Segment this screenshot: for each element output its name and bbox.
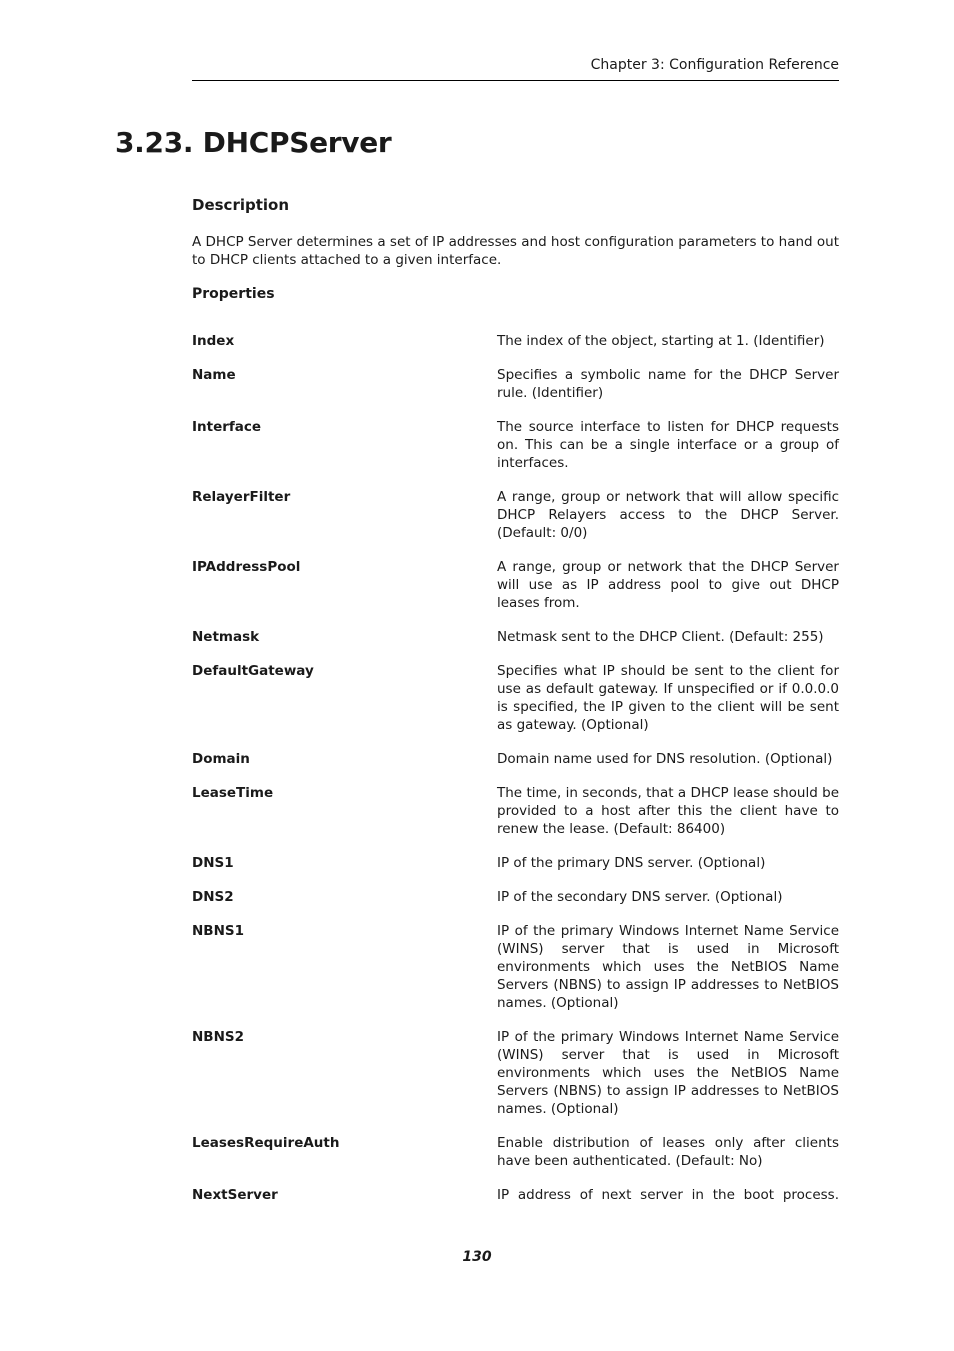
property-name: Index: [192, 333, 235, 349]
property-description: Specifies what IP should be sent to the client for use as default gateway. If unspecified or if 0.0.0.0 is specified, the IP given to the client will be sent as gateway. (Optional): [497, 663, 839, 733]
property-name: NBNS1: [192, 923, 245, 939]
section-title: 3.23. DHCPServer: [115, 126, 392, 159]
property-name: IPAddressPool: [192, 559, 301, 575]
property-description: A range, group or network that will allow specific DHCP Relayers access to the DHCP Server. (Default: 0/0): [497, 489, 839, 541]
property-row-netmask: [192, 628, 839, 646]
property-name: Netmask: [192, 629, 260, 645]
property-name: DNS1: [192, 855, 234, 871]
page-number: 130: [462, 1249, 492, 1265]
property-row-nextserver: [192, 1186, 839, 1204]
property-row-leasesrequireauth: [192, 1134, 839, 1170]
property-description: IP of the primary DNS server. (Optional): [497, 855, 766, 871]
property-name: NextServer: [192, 1187, 278, 1203]
properties-list: [192, 332, 839, 1220]
property-description: IP of the secondary DNS server. (Optional): [497, 889, 783, 905]
property-name: DNS2: [192, 889, 234, 905]
properties-heading: Properties: [192, 286, 275, 302]
property-description: Netmask sent to the DHCP Client. (Default: 255): [497, 629, 824, 645]
property-name: NBNS2: [192, 1029, 245, 1045]
description-heading: Description: [192, 196, 290, 214]
property-row-domain: [192, 750, 839, 768]
property-row-ipaddresspool: [192, 558, 839, 612]
property-name: LeaseTime: [192, 785, 274, 801]
property-name: Name: [192, 367, 236, 383]
property-row-nbns2: [192, 1028, 839, 1118]
property-row-nbns1: [192, 922, 839, 1012]
property-row-leasetime: [192, 784, 839, 838]
property-name: LeasesRequireAuth: [192, 1135, 340, 1151]
property-description: IP address of next server in the boot process.: [497, 1187, 839, 1203]
running-header: Chapter 3: Configuration Reference: [590, 57, 839, 73]
property-row-relayerfilter: [192, 488, 839, 542]
property-name: DefaultGateway: [192, 663, 314, 679]
property-description: The source interface to listen for DHCP requests on. This can be a single interface or a group of interfaces.: [497, 419, 839, 471]
description-text: A DHCP Server determines a set of IP addresses and host configuration parameters to hand out to DHCP clients attached to a given interface.: [192, 234, 839, 268]
property-description: A range, group or network that the DHCP Server will use as IP address pool to give out DHCP leases from.: [497, 559, 839, 611]
property-name: Domain: [192, 751, 250, 767]
property-description: The time, in seconds, that a DHCP lease should be provided to a host after this the client have to renew the lease. (Default: 86400): [497, 785, 839, 837]
property-description: Specifies a symbolic name for the DHCP Server rule. (Identifier): [497, 367, 839, 401]
property-row-defaultgateway: [192, 662, 839, 734]
header-divider: [192, 80, 839, 81]
property-row-dns1: [192, 854, 839, 872]
property-row-name: [192, 366, 839, 402]
property-name: RelayerFilter: [192, 489, 291, 505]
property-description: Enable distribution of leases only after clients have been authenticated. (Default: No): [497, 1135, 839, 1169]
property-row-interface: [192, 418, 839, 472]
property-description: IP of the primary Windows Internet Name Service (WINS) server that is used in Microsoft environments which uses the NetBIOS Name Servers (NBNS) to assign IP addresses to NetBIOS names. (Optional): [497, 923, 839, 1011]
property-description: IP of the primary Windows Internet Name Service (WINS) server that is used in Microsoft environments which uses the NetBIOS Name Servers (NBNS) to assign IP addresses to NetBIOS names. (Optional): [497, 1029, 839, 1117]
property-row-dns2: [192, 888, 839, 906]
property-name: Interface: [192, 419, 262, 435]
property-description: Domain name used for DNS resolution. (Optional): [497, 751, 833, 767]
property-description: The index of the object, starting at 1. (Identifier): [497, 333, 825, 349]
property-row-index: [192, 332, 839, 350]
